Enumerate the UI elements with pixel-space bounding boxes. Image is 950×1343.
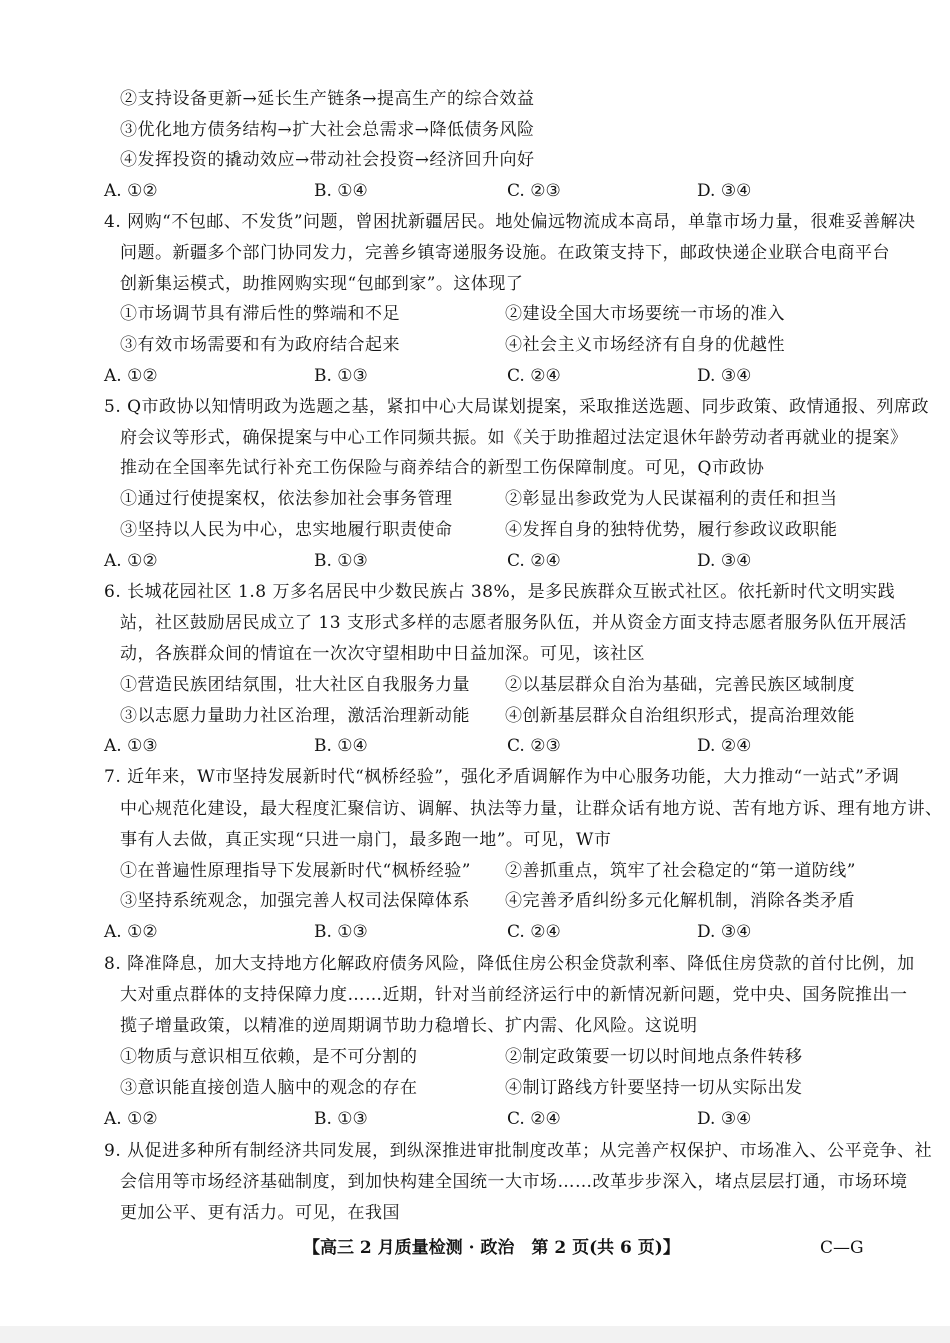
q3-choice-c: C. ②③: [507, 181, 561, 201]
q8-option-3: ③意识能直接创造人脑中的观念的存在: [120, 1078, 418, 1098]
q4-choice-b: B. ①③: [314, 366, 368, 386]
q7-choice-d: D. ③④: [697, 922, 752, 942]
q4-choice-a: A. ①②: [104, 366, 158, 386]
q7-option-3: ③坚持系统观念，加强完善人权司法保障体系: [120, 891, 470, 911]
q8-stem-line-3: 揽子增量政策，以精准的逆周期调节助力稳增长、扩内需、化风险。这说明: [120, 1016, 698, 1036]
q7-option-4: ④完善矛盾纠纷多元化解机制，消除各类矛盾: [505, 891, 855, 911]
q4-option-4: ④社会主义市场经济有自身的优越性: [505, 335, 785, 355]
q3-choice-a: A. ①②: [104, 181, 158, 201]
q6-option-3: ③以志愿力量助力社区治理，激活治理新动能: [120, 706, 470, 726]
q3-choice-b: B. ①④: [314, 181, 368, 201]
q5-choice-c: C. ②④: [507, 551, 561, 571]
q7-choice-c: C. ②④: [507, 922, 561, 942]
q3-option-3: ③优化地方债务结构→扩大社会总需求→降低债务风险: [120, 120, 535, 140]
q7-stem-line-1: 7. 近年来，W市坚持发展新时代“枫桥经验”，强化矛盾调解作为中心服务功能，大力推动“一站式”矛调: [104, 767, 900, 787]
q7-choice-b: B. ①③: [314, 922, 368, 942]
bottom-margin-strip: [0, 1326, 950, 1343]
q4-option-3: ③有效市场需要和有为政府结合起来: [120, 335, 400, 355]
q8-option-2: ②制定政策要一切以时间地点条件转移: [505, 1047, 803, 1067]
q8-stem-line-2: 大对重点群体的支持保障力度……近期，针对当前经济运行中的新情况新问题，党中央、国务院推出一: [120, 985, 908, 1005]
q7-stem-line-3: 事有人去做，真正实现“只进一扇门，最多跑一地”。可见，W市: [120, 830, 612, 850]
q5-option-4: ④发挥自身的独特优势，履行参政议政职能: [505, 520, 838, 540]
q3-option-2: ②支持设备更新→延长生产链条→提高生产的综合效益: [120, 89, 535, 109]
q3-choice-d: D. ③④: [697, 181, 752, 201]
q6-choice-b: B. ①④: [314, 736, 368, 756]
q6-option-1: ①营造民族团结氛围，壮大社区自我服务力量: [120, 675, 470, 695]
q8-choice-a: A. ①②: [104, 1109, 158, 1129]
q7-option-2: ②善抓重点，筑牢了社会稳定的“第一道防线”: [505, 861, 856, 881]
q6-choice-a: A. ①③: [104, 736, 158, 756]
q8-stem-line-1: 8. 降准降息，加大支持地方化解政府债务风险，降低住房公积金贷款利率、降低住房贷款的首付比例，加: [104, 954, 915, 974]
q6-stem-line-1: 6. 长城花园社区 1.8 万多名居民中少数民族占 38%，是多民族群众互嵌式社区。依托新时代文明实践: [104, 582, 896, 602]
q4-stem-line-1: 4. 网购“不包邮、不发货”问题，曾困扰新疆居民。地处偏远物流成本高昂，单靠市场力量，很难妥善解决: [104, 212, 916, 232]
paper-code: C—G: [820, 1238, 864, 1258]
q5-option-1: ①通过行使提案权，依法参加社会事务管理: [120, 489, 453, 509]
q4-option-1: ①市场调节具有滞后性的弊端和不足: [120, 304, 400, 324]
q6-stem-line-2: 站，社区鼓励居民成立了 13 支形式多样的志愿者服务队伍，并从资金方面支持志愿者服务队伍开展活: [120, 613, 907, 633]
q5-choice-a: A. ①②: [104, 551, 158, 571]
q5-option-2: ②彰显出参政党为人民谋福利的责任和担当: [505, 489, 838, 509]
q6-option-2: ②以基层群众自治为基础，完善民族区域制度: [505, 675, 855, 695]
q8-choice-d: D. ③④: [697, 1109, 752, 1129]
q7-stem-line-2: 中心规范化建设，最大程度汇聚信访、调解、执法等力量，让群众话有地方说、苦有地方诉、理有地方讲、: [120, 799, 943, 819]
q5-option-3: ③坚持以人民为中心，忠实地履行职责使命: [120, 520, 453, 540]
q5-stem-line-3: 推动在全国率先试行补充工伤保险与商养结合的新型工伤保障制度。可见，Q市政协: [120, 458, 765, 478]
q9-stem-line-1: 9. 从促进多种所有制经济共同发展，到纵深推进审批制度改革；从完善产权保护、市场准入、公平竞争、社: [104, 1141, 933, 1161]
q5-stem-line-2: 府会议等形式，确保提案与中心工作同频共振。如《关于助推超过法定退休年龄劳动者再就业的提案》: [120, 428, 908, 448]
q6-option-4: ④创新基层群众自治组织形式，提高治理效能: [505, 706, 855, 726]
q4-stem-line-2: 问题。新疆多个部门协同发力，完善乡镇寄递服务设施。在政策支持下，邮政快递企业联合电商平台: [120, 243, 890, 263]
q4-choice-d: D. ③④: [697, 366, 752, 386]
q7-option-1: ①在普遍性原理指导下发展新时代“枫桥经验”: [120, 861, 471, 881]
q5-choice-b: B. ①③: [314, 551, 368, 571]
q9-stem-line-3: 更加公平、更有活力。可见，在我国: [120, 1203, 400, 1223]
q7-choice-a: A. ①②: [104, 922, 158, 942]
q6-choice-d: D. ②④: [697, 736, 752, 756]
q8-choice-c: C. ②④: [507, 1109, 561, 1129]
page-footer: 【高三 2 月质量检测 · 政治 第 2 页(共 6 页)】: [303, 1238, 680, 1258]
q8-option-4: ④制订路线方针要坚持一切从实际出发: [505, 1078, 803, 1098]
q3-option-4: ④发挥投资的撬动效应→带动社会投资→经济回升向好: [120, 150, 535, 170]
q5-stem-line-1: 5. Q市政协以知情明政为选题之基，紧扣中心大局谋划提案，采取推送选题、同步政策、政情通报、列席政: [104, 397, 930, 417]
q4-choice-c: C. ②④: [507, 366, 561, 386]
q4-stem-line-3: 创新集运模式，助推网购实现“包邮到家”。这体现了: [120, 274, 524, 294]
q6-stem-line-3: 动，各族群众间的情谊在一次次守望相助中日益加深。可见，该社区: [120, 644, 645, 664]
q4-option-2: ②建设全国大市场要统一市场的准入: [505, 304, 785, 324]
q8-choice-b: B. ①③: [314, 1109, 368, 1129]
q5-choice-d: D. ③④: [697, 551, 752, 571]
q8-option-1: ①物质与意识相互依赖，是不可分割的: [120, 1047, 418, 1067]
q6-choice-c: C. ②③: [507, 736, 561, 756]
q9-stem-line-2: 会信用等市场经济基础制度，到加快构建全国统一大市场……改革步步深入，堵点层层打通，市场环境: [120, 1172, 908, 1192]
